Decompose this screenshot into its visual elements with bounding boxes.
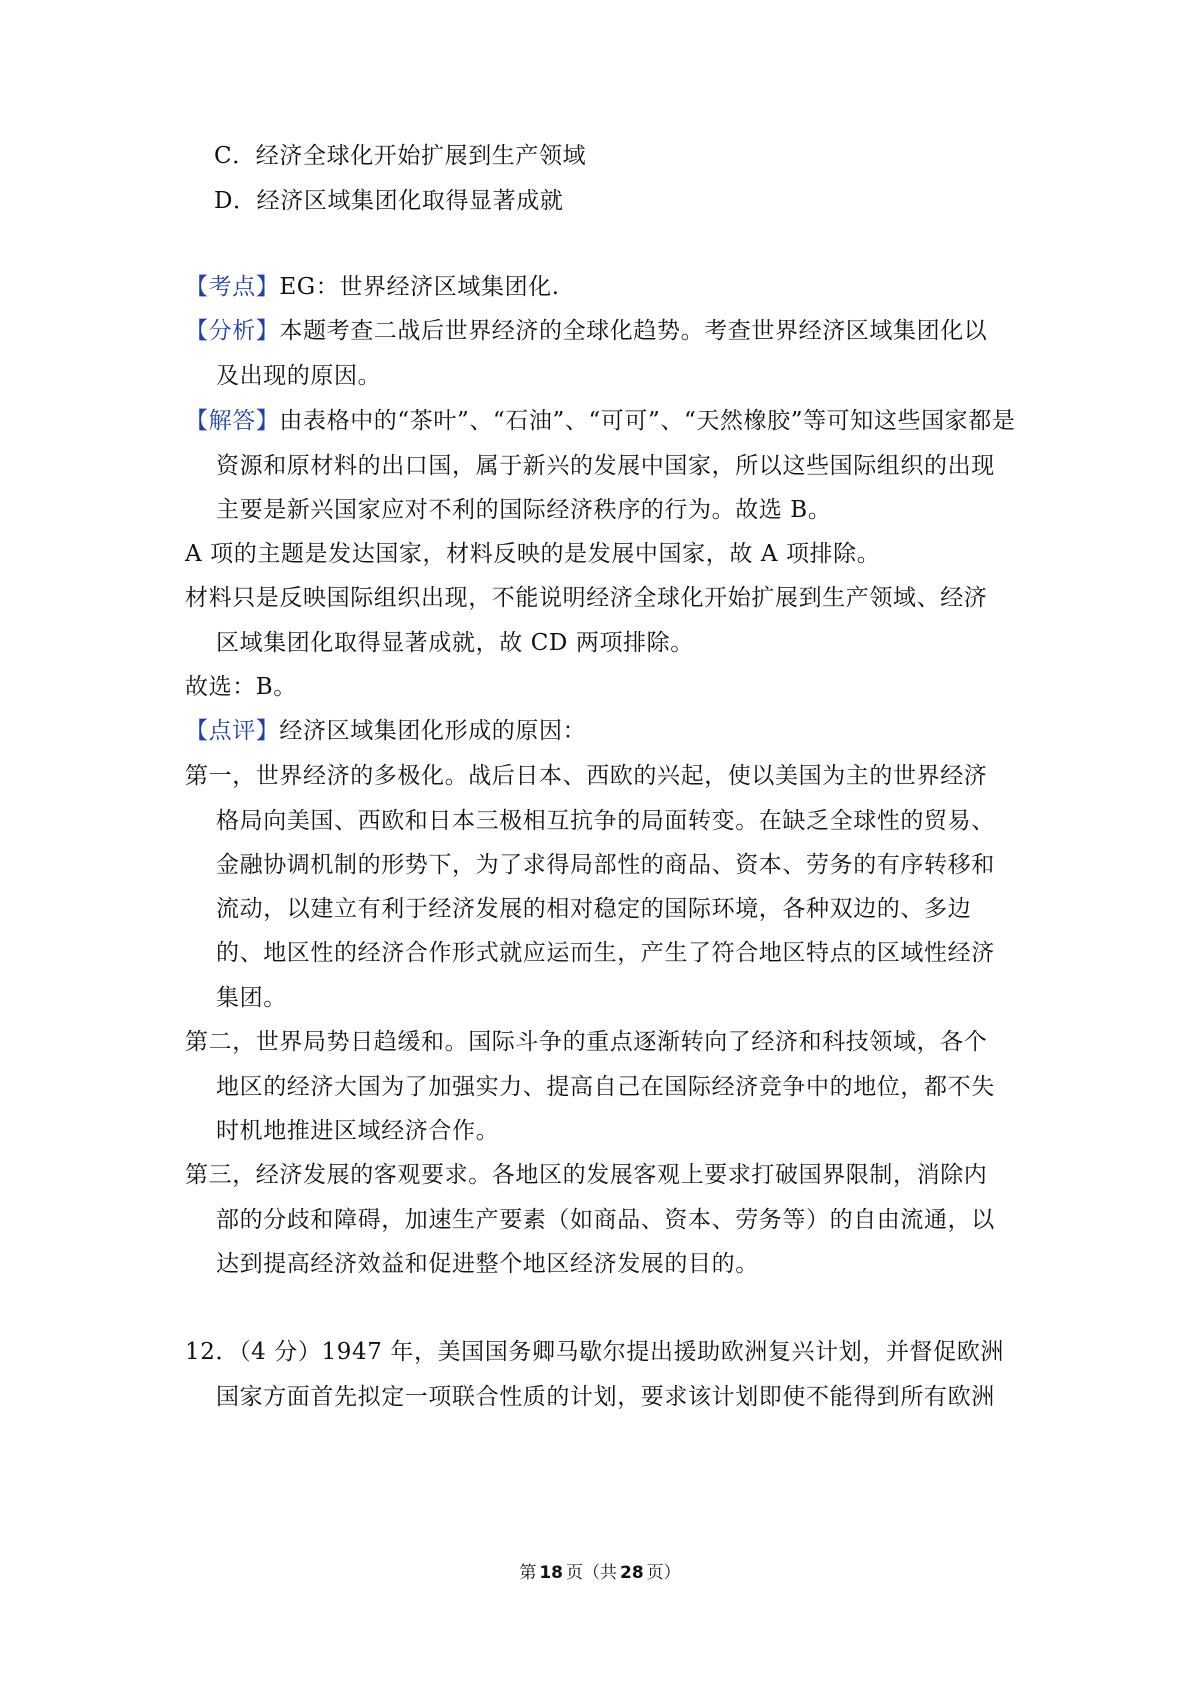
second-line-3: 时机地推进区域经济合作。 (216, 1118, 500, 1144)
jieda-line-3: 主要是新兴国家应对不利的国际经济秩序的行为。故选 B。 (216, 497, 832, 523)
first-line-4: 流动，以建立有利于经济发展的相对稳定的国际环境，各种双边的、多边 (216, 896, 972, 922)
first-line-6: 集团。 (216, 985, 287, 1011)
footer-page-number: 18 (539, 1563, 563, 1583)
footer-prefix: 第 (519, 1563, 537, 1583)
first-line-1: 第一，世界经济的多极化。战后日本、西欧的兴起，使以美国为主的世界经济 (185, 763, 988, 789)
dianping-tag: 【点评】 (185, 718, 280, 744)
third-line-1: 第三，经济发展的客观要求。各地区的发展客观上要求打破国界限制，消除内 (185, 1162, 988, 1188)
dianping-text: 经济区域集团化形成的原因： (279, 718, 587, 744)
kaodian-line (185, 272, 560, 302)
answer-line: 故选：B。 (185, 674, 297, 700)
kaodian-text: EG：世界经济区域集团化. (279, 274, 560, 300)
para-cd-line-1: 材料只是反映国际组织出现，不能说明经济全球化开始扩展到生产领域、经济 (185, 585, 988, 611)
question-12-line-2: 国家方面首先拟定一项联合性质的计划，要求该计划即使不能得到所有欧洲 (216, 1384, 995, 1410)
footer-total-pages: 28 (620, 1563, 644, 1583)
first-line-2: 格局向美国、西欧和日本三极相互抗争的局面转变。在缺乏全球性的贸易、 (216, 808, 995, 834)
footer-suffix: 页） (646, 1563, 681, 1583)
fenxi-text-1: 本题考查二战后世界经济的全球化趋势。考查世界经济区域集团化以 (279, 318, 988, 344)
footer-middle: 页（共 (566, 1563, 617, 1583)
para-option-a: A 项的主题是发达国家，材料反映的是发展中国家，故 A 项排除。 (185, 541, 881, 567)
fenxi-line-1 (185, 316, 987, 346)
first-line-3: 金融协调机制的形势下，为了求得局部性的商品、资本、劳务的有序转移和 (216, 852, 995, 878)
second-line-2: 地区的经济大国为了加强实力、提高自己在国际经济竞争中的地位，都不失 (216, 1074, 995, 1100)
jieda-text-1: 由表格中的“茶叶”、“石油”、“可可”、“天然橡胶”等可知这些国家都是 (279, 408, 1016, 434)
option-c: C．经济全球化开始扩展到生产领域 (214, 143, 587, 169)
third-line-2: 部的分歧和障碍，加速生产要素（如商品、资本、劳务等）的自由流通，以 (216, 1207, 995, 1233)
page-footer (0, 1561, 1200, 1585)
kaodian-tag: 【考点】 (185, 274, 280, 300)
jieda-line-1 (185, 406, 1015, 436)
option-d: D．经济区域集团化取得显著成就 (214, 188, 564, 214)
second-line-1: 第二，世界局势日趋缓和。国际斗争的重点逐渐转向了经济和科技领域，各个 (185, 1029, 988, 1055)
fenxi-line-2: 及出现的原因。 (216, 363, 382, 389)
question-12-line-1: 12．（4 分）1947 年，美国国务卿马歇尔提出援助欧洲复兴计划，并督促欧洲 (185, 1339, 1004, 1365)
third-line-3: 达到提高经济效益和促进整个地区经济发展的目的。 (216, 1251, 759, 1277)
first-line-5: 的、地区性的经济合作形式就应运而生，产生了符合地区特点的区域性经济 (216, 940, 995, 966)
jieda-line-2: 资源和原材料的出口国，属于新兴的发展中国家，所以这些国际组织的出现 (216, 453, 995, 479)
fenxi-tag: 【分析】 (185, 318, 280, 344)
dianping-line (185, 716, 586, 746)
para-cd-line-2: 区域集团化取得显著成就，故 CD 两项排除。 (216, 630, 694, 656)
jieda-tag: 【解答】 (185, 408, 280, 434)
